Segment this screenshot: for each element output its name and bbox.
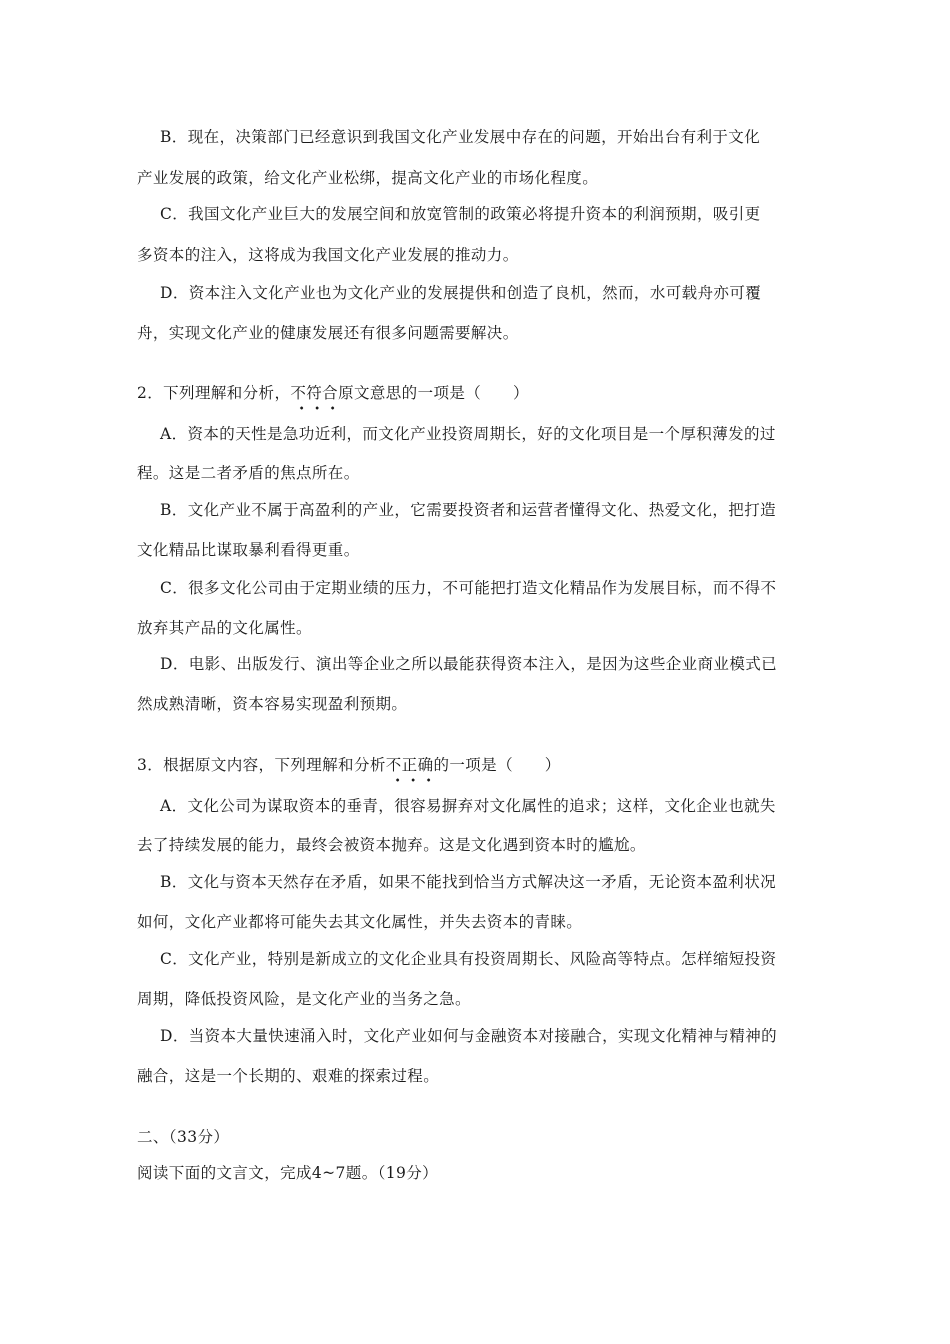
q2-option-a-line2: 程。这是二者矛盾的焦点所在。: [137, 464, 360, 482]
q1-option-c-line1: C．我国文化产业巨大的发展空间和放宽管制的政策必将提升资本的利润预期，吸引更: [160, 205, 761, 223]
section2-instruction: 阅读下面的文言文，完成4~7题。（19分）: [137, 1164, 439, 1182]
q2-option-b-line2: 文化精品比谋取暴利看得更重。: [137, 541, 360, 559]
q3-option-c-line1: C．文化产业，特别是新成立的文化企业具有投资周期长、风险高等特点。怎样缩短投资: [160, 950, 777, 968]
q3-option-a-line1: A．文化公司为谋取资本的垂青，很容易摒弃对文化属性的追求；这样，文化企业也就失: [160, 797, 776, 815]
section2-heading: 二、（33分）: [137, 1128, 230, 1146]
q2-option-a-line1: A．资本的天性是急功近利，而文化产业投资周期长，好的文化项目是一个厚积薄发的过: [160, 425, 776, 443]
q2-option-d-line1: D．电影、出版发行、演出等企业之所以最能获得资本注入，是因为这些企业商业模式已: [160, 655, 778, 673]
q3-option-b-line1: B．文化与资本天然存在矛盾，如果不能找到恰当方式解决这一矛盾，无论资本盈利状况: [160, 873, 776, 891]
q1-option-b-line2: 产业发展的政策，给文化产业松绑，提高文化产业的市场化程度。: [137, 169, 599, 187]
q3-option-b-line2: 如何，文化产业都将可能失去其文化属性，并失去资本的青睐。: [137, 913, 583, 931]
q3-option-d-line1: D．当资本大量快速涌入时，文化产业如何与金融资本对接融合，实现文化精神与精神的: [160, 1027, 778, 1045]
q2-stem: [137, 382, 529, 404]
q3-option-c-line2: 周期，降低投资风险，是文化产业的当务之急。: [137, 990, 471, 1008]
q2-option-c-line1: C．很多文化公司由于定期业绩的压力，不可能把打造文化精品作为发展目标，而不得不: [160, 579, 777, 597]
q1-option-d-line2: 舟，实现文化产业的健康发展还有很多问题需要解决。: [137, 324, 519, 342]
q1-option-c-line2: 多资本的注入，这将成为我国文化产业发展的推动力。: [137, 246, 519, 264]
q2-stem-post: 原文意思的一项是（ ）: [338, 384, 529, 402]
q2-stem-emphasis: 不符合: [290, 384, 339, 402]
q3-option-d-line2: 融合，这是一个长期的、艰难的探索过程。: [137, 1067, 440, 1085]
q1-option-b-line1: B．现在，决策部门已经意识到我国文化产业发展中存在的问题，开始出台有利于文化: [160, 128, 761, 146]
q2-option-d-line2: 然成熟清晰，资本容易实现盈利预期。: [137, 695, 408, 713]
q2-option-c-line2: 放弃其产品的文化属性。: [137, 619, 312, 637]
q1-option-d-line1: D．资本注入文化产业也为文化产业的发展提供和创造了良机，然而，水可载舟亦可覆: [160, 284, 762, 302]
q3-option-a-line2: 去了持续发展的能力，最终会被资本抛弃。这是文化遇到资本时的尴尬。: [137, 836, 646, 854]
q3-stem-post: 的一项是（ ）: [433, 756, 561, 774]
q2-stem-pre: 2．下列理解和分析，: [137, 384, 291, 402]
q2-option-b-line1: B．文化产业不属于高盈利的产业，它需要投资者和运营者懂得文化、热爱文化，把打造: [160, 501, 776, 519]
q3-stem-emphasis: 不正确: [385, 756, 434, 774]
q3-stem-pre: 3．根据原文内容，下列理解和分析: [137, 756, 386, 774]
q3-stem: [137, 754, 561, 776]
